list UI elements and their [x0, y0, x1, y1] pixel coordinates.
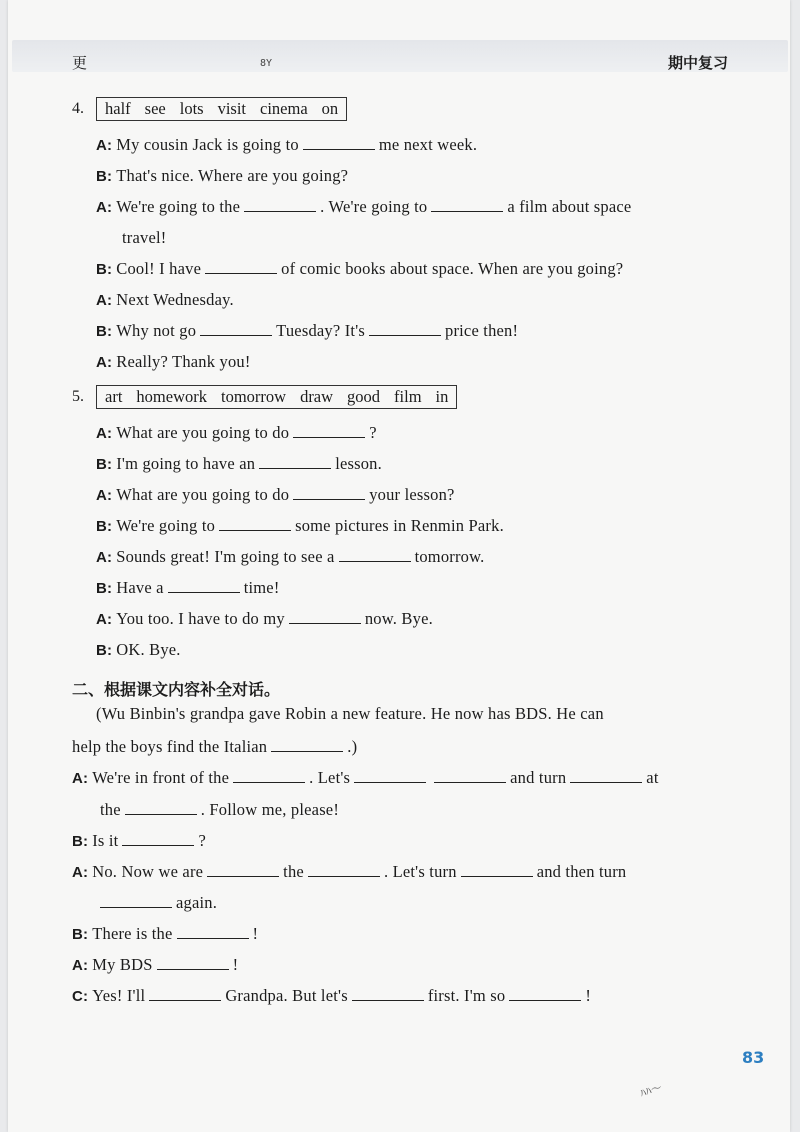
line-text: price then!: [445, 321, 519, 340]
dialogue-line: [96, 423, 377, 443]
speaker-label: B:: [96, 261, 113, 278]
word-box-item: art: [105, 387, 123, 406]
answer-blank[interactable]: [354, 770, 426, 783]
answer-blank[interactable]: [122, 833, 194, 846]
line-text: at: [646, 768, 659, 787]
answer-blank[interactable]: [207, 864, 279, 877]
dialogue-line: [96, 516, 504, 536]
line-text: ?: [198, 831, 206, 850]
line-text: My BDS: [92, 955, 153, 974]
word-box-item: in: [435, 387, 449, 406]
speaker-label: A:: [96, 611, 113, 628]
word-box-item: lots: [179, 99, 204, 118]
line-text: I'm going to have an: [116, 454, 256, 473]
line-text: .): [347, 737, 358, 756]
speaker-label: A:: [96, 137, 113, 154]
line-text: Is it: [92, 831, 119, 850]
line-text: Really? Thank you!: [116, 352, 251, 371]
line-text: and then turn: [536, 862, 627, 881]
speaker-label: B:: [96, 642, 113, 659]
dialogue-line: [96, 578, 280, 598]
line-text: What are you going to do: [116, 423, 290, 442]
line-text: . Let's turn: [383, 862, 457, 881]
answer-blank[interactable]: [177, 926, 249, 939]
line-text: ?: [369, 423, 377, 442]
line-text: some pictures in Renmin Park.: [295, 516, 504, 535]
line-text: That's nice. Where are you going?: [116, 166, 349, 185]
line-text: Have a: [116, 578, 164, 597]
dialogue-line-continued: [100, 800, 339, 820]
line-text: We're in front of the: [92, 768, 230, 787]
line-text: your lesson?: [369, 485, 455, 504]
dialogue-line: [72, 955, 238, 975]
line-text: help the boys find the Italian: [72, 737, 268, 756]
word-box-item: tomorrow: [220, 387, 287, 406]
word-box-item: half: [105, 99, 131, 118]
dialogue-line: [96, 640, 181, 660]
speaker-label: C:: [72, 988, 89, 1005]
speaker-label: B:: [96, 518, 113, 535]
dialogue-line: [96, 609, 433, 629]
line-text: tomorrow.: [414, 547, 485, 566]
question-5-number: 5.: [72, 388, 84, 405]
speaker-label: A:: [72, 770, 89, 787]
speaker-label: A:: [72, 957, 89, 974]
answer-blank[interactable]: [100, 895, 172, 908]
line-text: the: [283, 862, 304, 881]
line-text: My cousin Jack is going to: [116, 135, 299, 154]
answer-blank[interactable]: [219, 518, 291, 531]
word-box-item: on: [321, 99, 339, 118]
line-text: . We're going to: [320, 197, 428, 216]
q4-word-box: [96, 97, 347, 121]
answer-blank[interactable]: [461, 864, 533, 877]
word-box-item: homework: [136, 387, 207, 406]
section-2-intro-continued: [72, 737, 357, 757]
dialogue-line: [96, 197, 631, 217]
speaker-label: B:: [96, 168, 113, 185]
line-text: Tuesday? It's: [276, 321, 365, 340]
answer-blank[interactable]: [369, 323, 441, 336]
handwritten-mark: ﾊﾊ～: [638, 1081, 664, 1101]
answer-blank[interactable]: [233, 770, 305, 783]
dialogue-line: [96, 485, 455, 505]
answer-blank[interactable]: [125, 802, 197, 815]
speaker-label: A:: [96, 425, 113, 442]
dialogue-line: [96, 290, 234, 310]
question-4-number: 4.: [72, 100, 84, 117]
line-text: of comic books about space. When are you going?: [281, 259, 624, 278]
line-text: We're going to: [116, 516, 216, 535]
speaker-label: A:: [96, 199, 113, 216]
dialogue-line: [72, 924, 258, 944]
line-text: me next week.: [378, 135, 478, 154]
word-box-item: draw: [300, 387, 334, 406]
line-text: . Follow me, please!: [200, 800, 340, 819]
speaker-label: A:: [96, 487, 113, 504]
dialogue-line: [72, 986, 591, 1006]
line-text: Next Wednesday.: [116, 290, 234, 309]
word-box-item: film: [394, 387, 422, 406]
line-text: again.: [176, 893, 218, 912]
line-text: There is the: [92, 924, 173, 943]
answer-blank[interactable]: [157, 957, 229, 970]
dialogue-line: [72, 831, 206, 851]
page-number: 83: [742, 1048, 765, 1067]
word-box-item: visit: [217, 99, 247, 118]
dialogue-line: [96, 547, 485, 567]
speaker-label: B:: [72, 926, 89, 943]
line-text: What are you going to do: [116, 485, 290, 504]
answer-blank[interactable]: [352, 988, 424, 1001]
dialogue-line: [96, 321, 518, 341]
speaker-label: A:: [96, 292, 113, 309]
answer-blank[interactable]: [244, 199, 316, 212]
section-2-title: 二、根据课文内容补全对话。: [72, 680, 281, 699]
answer-blank[interactable]: [271, 739, 343, 752]
word-box-item: cinema: [260, 99, 308, 118]
word-box-item: see: [144, 99, 166, 118]
line-text: Grandpa. But let's: [225, 986, 348, 1005]
word-box-item: good: [347, 387, 381, 406]
speaker-label: B:: [96, 580, 113, 597]
line-text: OK. Bye.: [116, 640, 181, 659]
answer-blank[interactable]: [434, 770, 506, 783]
answer-blank[interactable]: [289, 611, 361, 624]
line-text: and turn: [510, 768, 567, 787]
line-text: a film about space: [507, 197, 632, 216]
answer-blank[interactable]: [293, 487, 365, 500]
dialogue-line: [96, 166, 348, 186]
line-text: lesson.: [335, 454, 382, 473]
answer-blank[interactable]: [308, 864, 380, 877]
header-left-char: 更: [72, 54, 88, 72]
speaker-label: B:: [96, 456, 113, 473]
line-text: first. I'm so: [427, 986, 506, 1005]
line-text: We're going to the: [116, 197, 241, 216]
dialogue-line-continued: [100, 893, 217, 913]
q5-word-box: [96, 385, 457, 409]
line-text: . Let's: [309, 768, 351, 787]
line-text: !: [232, 955, 239, 974]
answer-blank[interactable]: [431, 199, 503, 212]
dialogue-line: [96, 454, 382, 474]
line-text: the: [100, 800, 121, 819]
answer-blank[interactable]: [339, 549, 411, 562]
line-text: now. Bye.: [364, 609, 433, 628]
line-text: !: [585, 986, 592, 1005]
dialogue-line: [96, 135, 477, 155]
speaker-label: A:: [96, 354, 113, 371]
answer-blank[interactable]: [205, 261, 277, 274]
dialogue-line: [96, 259, 623, 279]
line-text: You too. I have to do my: [116, 609, 285, 628]
line-text: time!: [243, 578, 280, 597]
answer-blank[interactable]: [303, 137, 375, 150]
answer-blank[interactable]: [570, 770, 642, 783]
speaker-label: B:: [96, 323, 113, 340]
dialogue-line: [72, 862, 626, 882]
header-title: 期中复习: [668, 54, 729, 72]
speaker-label: A:: [72, 864, 89, 881]
dialogue-line-continued: travel!: [122, 228, 167, 247]
dialogue-line: [96, 352, 251, 372]
answer-blank[interactable]: [259, 456, 331, 469]
answer-blank[interactable]: [509, 988, 581, 1001]
line-text: Yes! I'll: [92, 986, 146, 1005]
line-text: No. Now we are: [92, 862, 204, 881]
dialogue-line: [72, 768, 659, 788]
answer-blank[interactable]: [293, 425, 365, 438]
line-text: Cool! I have: [116, 259, 202, 278]
line-text: Why not go: [116, 321, 197, 340]
speaker-label: B:: [72, 833, 89, 850]
line-text: !: [252, 924, 259, 943]
speaker-label: A:: [96, 549, 113, 566]
header-code: 8Y: [260, 58, 273, 69]
answer-blank[interactable]: [168, 580, 240, 593]
section-2-intro: (Wu Binbin's grandpa gave Robin a new feature. He now has BDS. He can: [96, 704, 604, 723]
answer-blank[interactable]: [200, 323, 272, 336]
answer-blank[interactable]: [149, 988, 221, 1001]
line-text: Sounds great! I'm going to see a: [116, 547, 335, 566]
